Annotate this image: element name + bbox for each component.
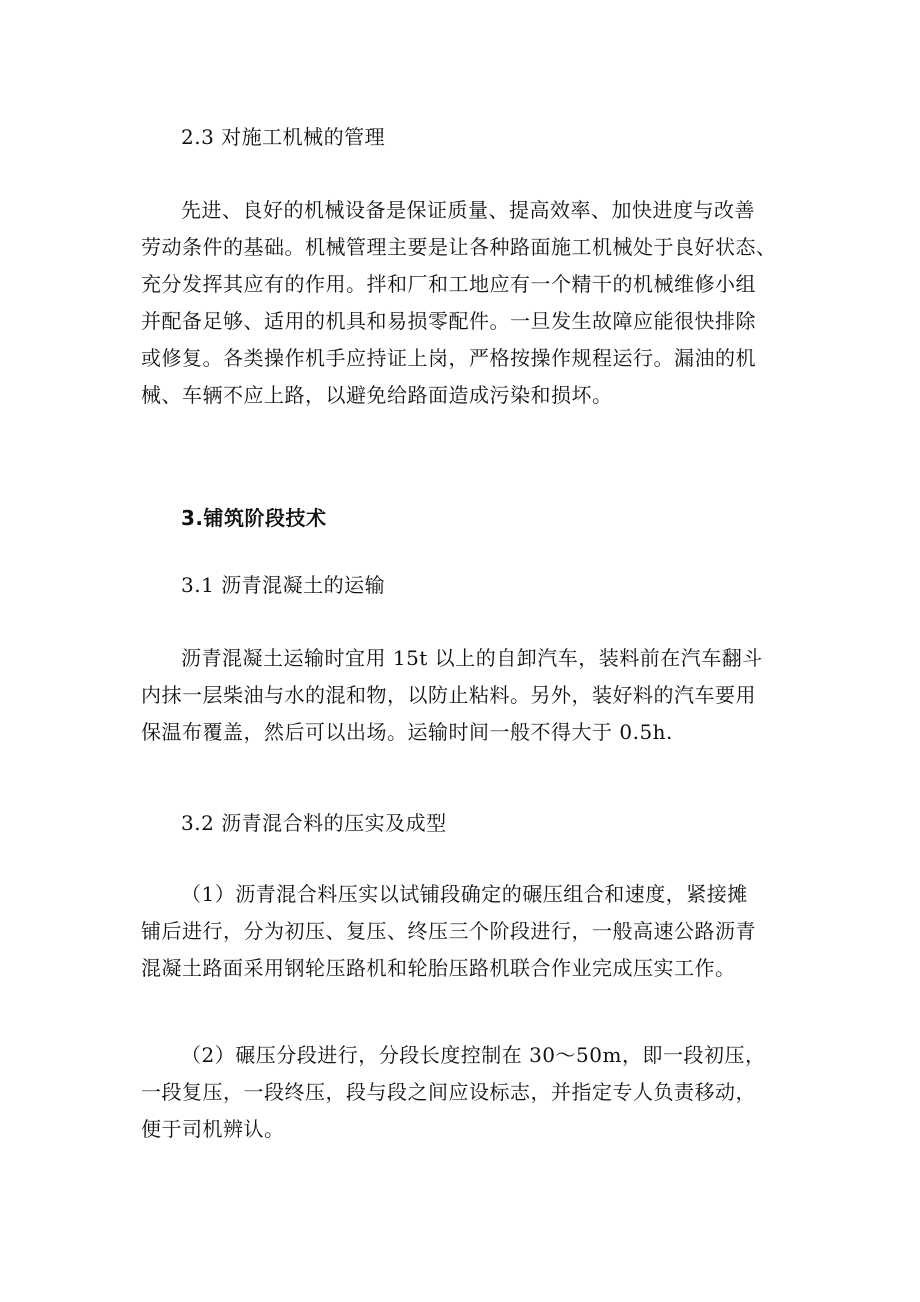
- paragraph-machinery-management: 先进、良好的机械设备是保证质量、提高效率、加快进度与改善 劳动条件的基础。机械管理主要是让各种路面施工机械处于良好状态、 充分发挥其应有的作用。拌和厂和工地应有一个精干的机械维修小组 并配备足够、适用的机具和易损零配件。一旦发生故障应能很快排除 或修复。各类操作机手应持证上岗，严格按操作规程运行。漏油的机 械、车辆不应上路，以避免给路面造成污染和损坏。: [141, 198, 777, 407]
- section-heading-2-3: 2.3 对施工机械的管理: [181, 125, 386, 149]
- section-heading-3-1: 3.1 沥青混凝土的运输: [181, 573, 386, 597]
- paragraph-transport: 沥青混凝土运输时宜用 15t 以上的自卸汽车，装料前在汽车翻斗 内抹一层柴油与水的混和物，以防止粘料。另外，装好料的汽车要用 保温布覆盖，然后可以出场。运输时间一般不得大于 0.5h.: [141, 646, 763, 744]
- paragraph-compaction-item-1: （1）沥青混合料压实以试铺段确定的碾压组合和速度，紧接摊 铺后进行，分为初压、复压、终压三个阶段进行，一般高速公路沥青 混凝土路面采用钢轮压路机和轮胎压路机联合作业完成压实工作。: [141, 882, 756, 980]
- paragraph-compaction-item-2: （2）碾压分段进行，分段长度控制在 30～50m，即一段初压， 一段复压，一段终压，段与段之间应设标志，并指定专人负责移动， 便于司机辨认。: [141, 1043, 766, 1141]
- section-heading-3-2: 3.2 沥青混合料的压实及成型: [181, 811, 447, 835]
- section-heading-3: 3.铺筑阶段技术: [181, 506, 327, 530]
